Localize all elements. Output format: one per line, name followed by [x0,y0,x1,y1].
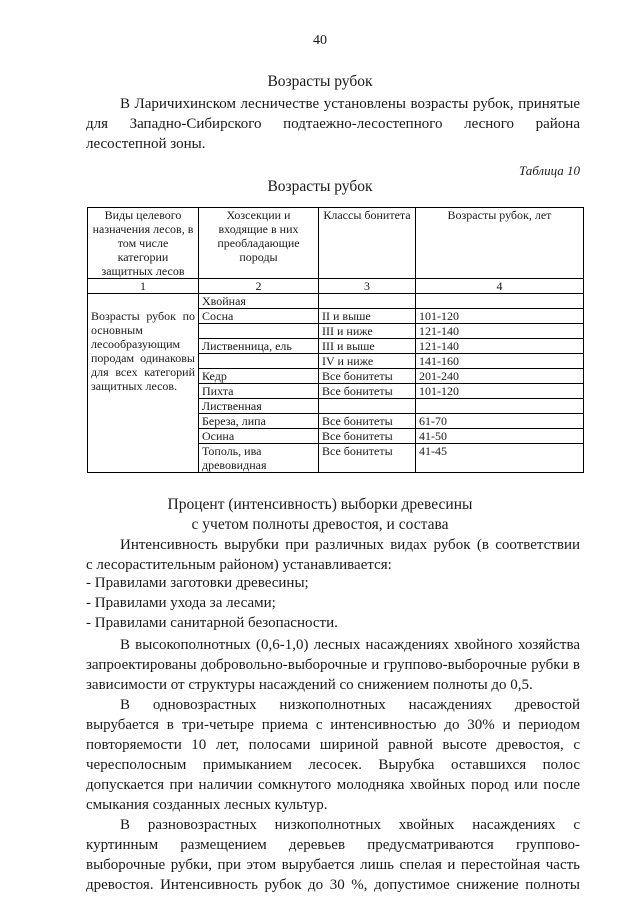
body-line: чересполосным примыканием лесосек. Вырубка оставшихся полос [86,757,580,773]
intro-line-3: лесостепной зоны. [86,136,206,152]
section-title: Возрасты рубок [267,73,373,90]
species-cell: Пихта [199,384,319,399]
bonitet-cell: III и ниже [319,324,416,339]
age-cell: 141-160 [416,354,584,369]
subsection-title-line-2: с учетом полноты древостоя, и состава [191,516,449,533]
column-number-row [88,279,584,294]
table-label: Таблица 10 [518,163,580,178]
species-cell: Тополь, ива древовидная [199,444,319,473]
bonitet-cell: II и выше [319,309,416,324]
age-cell: 201-240 [416,369,584,384]
intro-line-2: для Западно-Сибирского подтаежно-лесостепного лесного района [86,116,580,132]
col-number: 4 [416,279,584,294]
bonitet-cell: Все бонитеты [319,414,416,429]
col-number: 3 [319,279,416,294]
body-line: зависимости от структуры насаждений со снижением полноты до 0,5. [86,677,533,693]
species-cell: Лиственница, ель [199,339,319,354]
body-line: повторяемости 10 лет, полосами шириной равной высоте древостоя, с [86,737,580,753]
age-cell: 101-120 [416,384,584,399]
age-cell: 41-50 [416,429,584,444]
species-cell: Хвойная [199,294,319,309]
list-item: - Правилами ухода за лесами; [86,595,276,611]
species-cell: Береза, липа [199,414,319,429]
table-title: Возрасты рубок [267,178,373,195]
page-number: 40 [313,33,327,48]
bonitet-cell: Все бонитеты [319,369,416,384]
bonitet-cell [319,399,416,414]
body-line: В высокополнотных (0,6-1,0) лесных насаждениях хвойного хозяйства [120,637,580,653]
header-bonitet: Классы бонитета [319,208,416,279]
age-cell: 101-120 [416,309,584,324]
body-line: древостоя. Интенсивность рубок до 30 %, допустимое снижение полноты [86,877,580,893]
age-cell: 121-140 [416,339,584,354]
body-line: вырубается в три-четыре приема с интенсивностью до 30% и периодом [86,717,580,733]
body-line: выборочные рубки, при этом вырубается лишь спелая и перестойная часть [86,857,580,873]
table-row [88,309,584,324]
header-purpose: Виды целевого назначения лесов, в том числе категории защитных лесов [88,208,199,279]
bonitet-cell: Все бонитеты [319,384,416,399]
species-cell: Лиственная [199,399,319,414]
body-line: В одновозрастных низкополнотных насаждениях древостой [120,697,580,713]
body-line: куртинным размещением деревьев предусматриваются группово- [86,837,580,853]
age-cell [416,399,584,414]
age-cell: 41-45 [416,444,584,473]
species-cell: Осина [199,429,319,444]
body-line: с лесорастительным районом) устанавливается: [86,557,392,573]
age-cell: 121-140 [416,324,584,339]
intro-line-1: В Ларичихинском лесничестве установлены возрасты рубок, принятые [120,96,580,112]
list-item: - Правилами заготовки древесины; [86,575,309,591]
col-number: 2 [199,279,319,294]
bonitet-cell: Все бонитеты [319,444,416,473]
table-header-row [88,208,584,279]
species-cell [199,354,319,369]
body-line: В разновозрастных низкополнотных хвойных насаждениях с [120,817,580,833]
bonitet-cell [319,294,416,309]
species-cell: Кедр [199,369,319,384]
bonitet-cell: IV и ниже [319,354,416,369]
table-row [88,294,584,309]
subsection-title-line-1: Процент (интенсивность) выборки древесины [167,496,473,513]
empty-cell [88,294,199,309]
body-line: Интенсивность вырубки при различных видах рубок (в соответствии [120,537,580,553]
category-cell: Возрасты рубок по основным лесообразующим породам одинаковы для всех категорий защитных лесов. [88,309,199,473]
bonitet-cell: III и выше [319,339,416,354]
header-age: Возрасты рубок, лет [416,208,584,279]
body-line: смыкания созданных лесных культур. [86,797,328,813]
age-cell [416,294,584,309]
body-line: допускается при наличии сомкнутого молодняка хвойных пород или после [86,777,580,793]
body-line: запроектированы добровольно-выборочные и группово-выборочные рубки в [86,657,580,673]
col-number: 1 [88,279,199,294]
bonitet-cell: Все бонитеты [319,429,416,444]
header-sections: Хозсекции и входящие в них преобладающие породы [199,208,319,279]
species-cell: Сосна [199,309,319,324]
species-cell [199,324,319,339]
list-item: - Правилами санитарной безопасности. [86,615,338,631]
cutting-age-table [87,207,584,473]
age-cell: 61-70 [416,414,584,429]
